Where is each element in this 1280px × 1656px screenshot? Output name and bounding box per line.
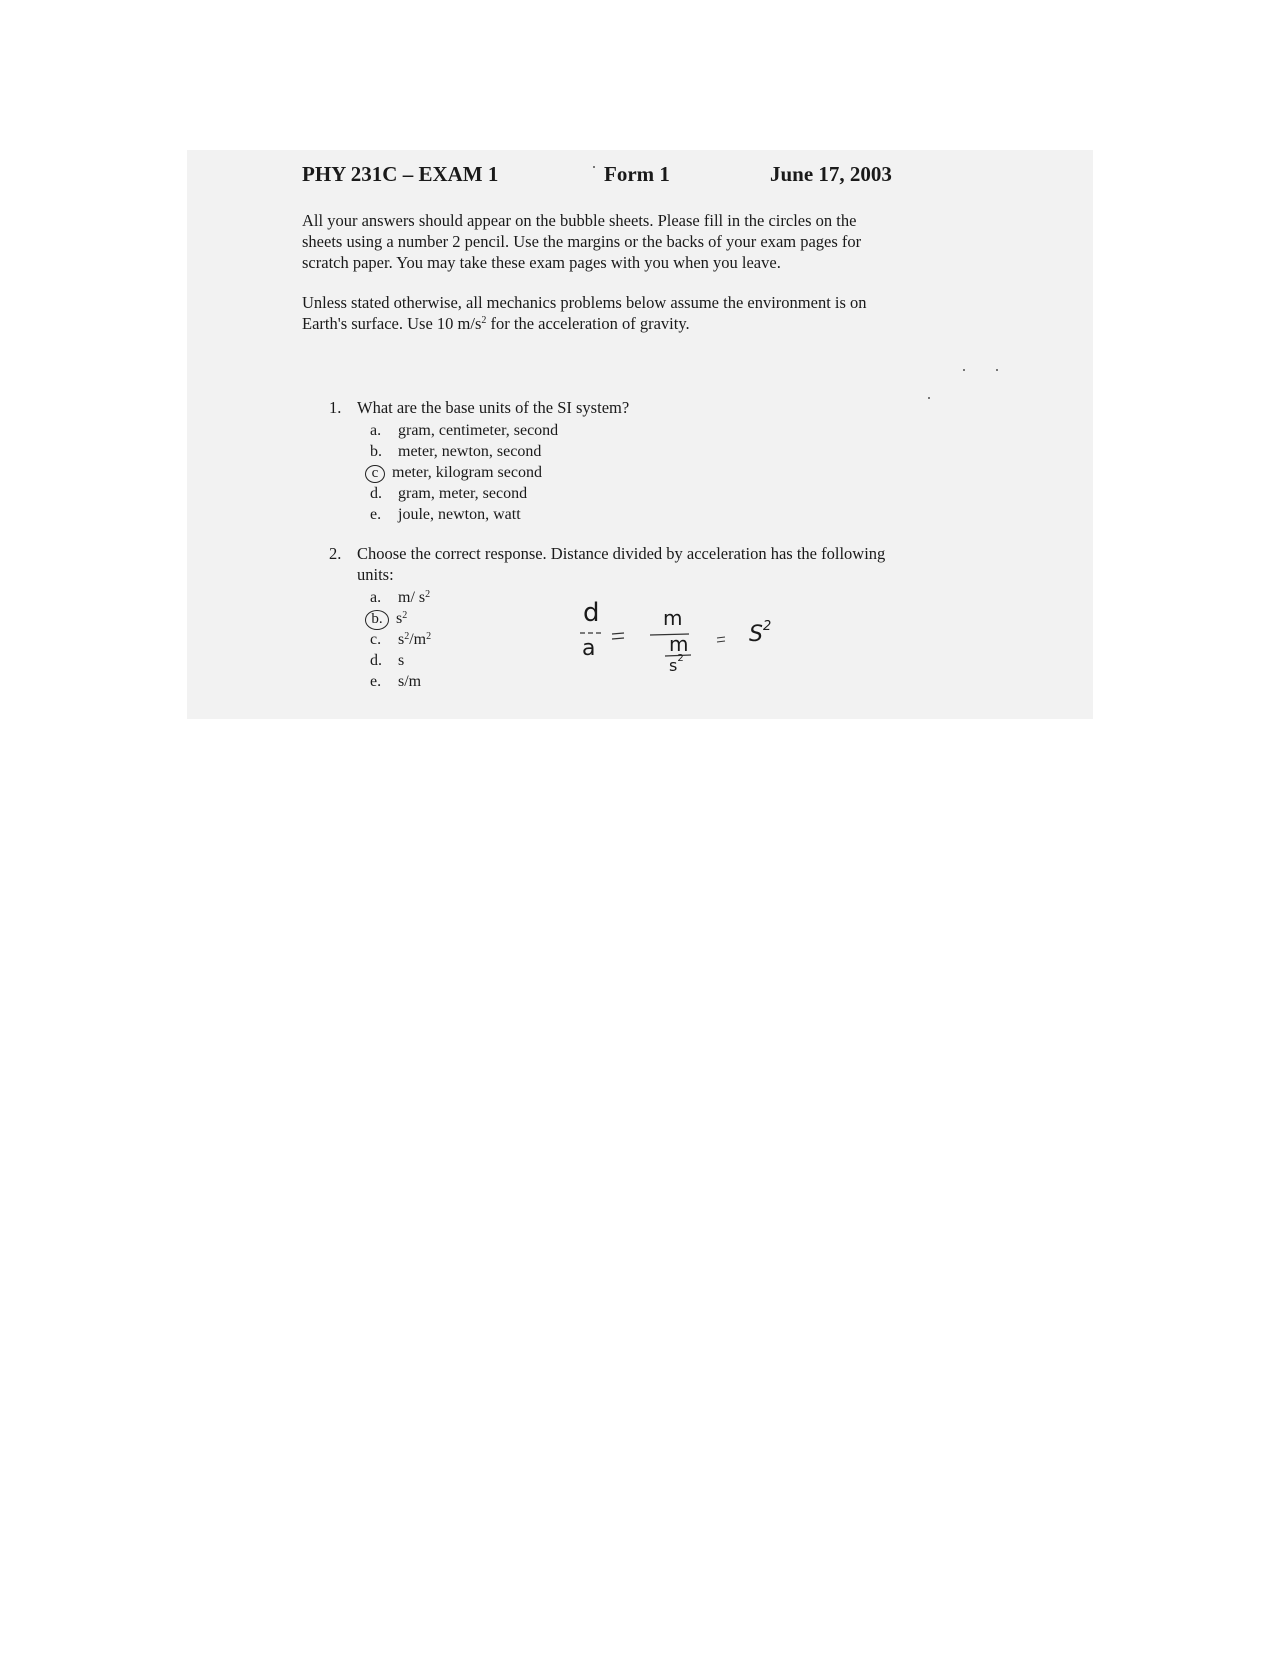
option: c. $s^2/m^2$ xyxy=(370,631,432,648)
instructions-line: All your answers should appear on the bubble sheets. Please fill in the circles on the xyxy=(302,211,857,230)
instructions-line: scratch paper. You may take these exam pages with you when you leave. xyxy=(302,253,781,272)
scan-speck xyxy=(963,369,965,371)
question-1 xyxy=(329,397,629,418)
instructions xyxy=(302,210,962,273)
option: a. m/ $s^2$ xyxy=(370,589,431,606)
handwriting-strokes xyxy=(577,602,817,682)
option: b. meter, newton, second xyxy=(370,443,542,460)
question-text: What are the base units of the SI system? xyxy=(357,398,630,417)
hand-a: a xyxy=(582,636,596,661)
course-title: PHY 231C – EXAM 1 xyxy=(302,162,499,186)
form-label: Form 1 xyxy=(604,162,670,186)
scan-speck xyxy=(593,166,595,168)
option: a. gram, centimeter, second xyxy=(370,422,559,439)
circled-answer: b. xyxy=(365,610,389,630)
option: d. gram, meter, second xyxy=(370,485,528,502)
hand-m-top: m xyxy=(663,606,683,630)
option-selected: c meter, kilogram second xyxy=(370,463,542,483)
option: d. s xyxy=(370,652,405,669)
hand-d: d xyxy=(583,598,600,628)
assumption xyxy=(302,292,962,334)
exam-date: June 17, 2003 xyxy=(770,162,892,186)
assumption-line: Earth's surface. Use 10 $m/s^2$ for the acceleration of gravity. xyxy=(302,314,690,333)
question-number: 1. xyxy=(329,398,342,417)
hand-m-inner: m xyxy=(669,632,689,656)
hand-result: $S^2$ xyxy=(749,619,772,647)
instructions-line: sheets using a number 2 pencil. Use the margins or the backs of your exam pages for xyxy=(302,232,862,251)
scan-speck xyxy=(928,397,930,399)
question-number: 2. xyxy=(329,544,342,563)
handwritten-work xyxy=(577,598,817,682)
exam-page-scan xyxy=(187,150,1093,719)
hand-s: $s^2$ xyxy=(669,653,684,675)
question-text: Choose the correct response. Distance divided by acceleration has the following xyxy=(357,544,886,563)
question-2 xyxy=(329,543,885,564)
option: e. s/m xyxy=(370,673,422,690)
option: e. joule, newton, watt xyxy=(370,506,521,523)
option-selected: b. $s^2$ xyxy=(370,609,407,630)
question-2-cont: units: xyxy=(357,565,394,584)
scan-speck xyxy=(996,369,998,371)
assumption-line: Unless stated otherwise, all mechanics problems below assume the environment is on xyxy=(302,293,867,312)
circled-answer: c xyxy=(365,465,385,483)
